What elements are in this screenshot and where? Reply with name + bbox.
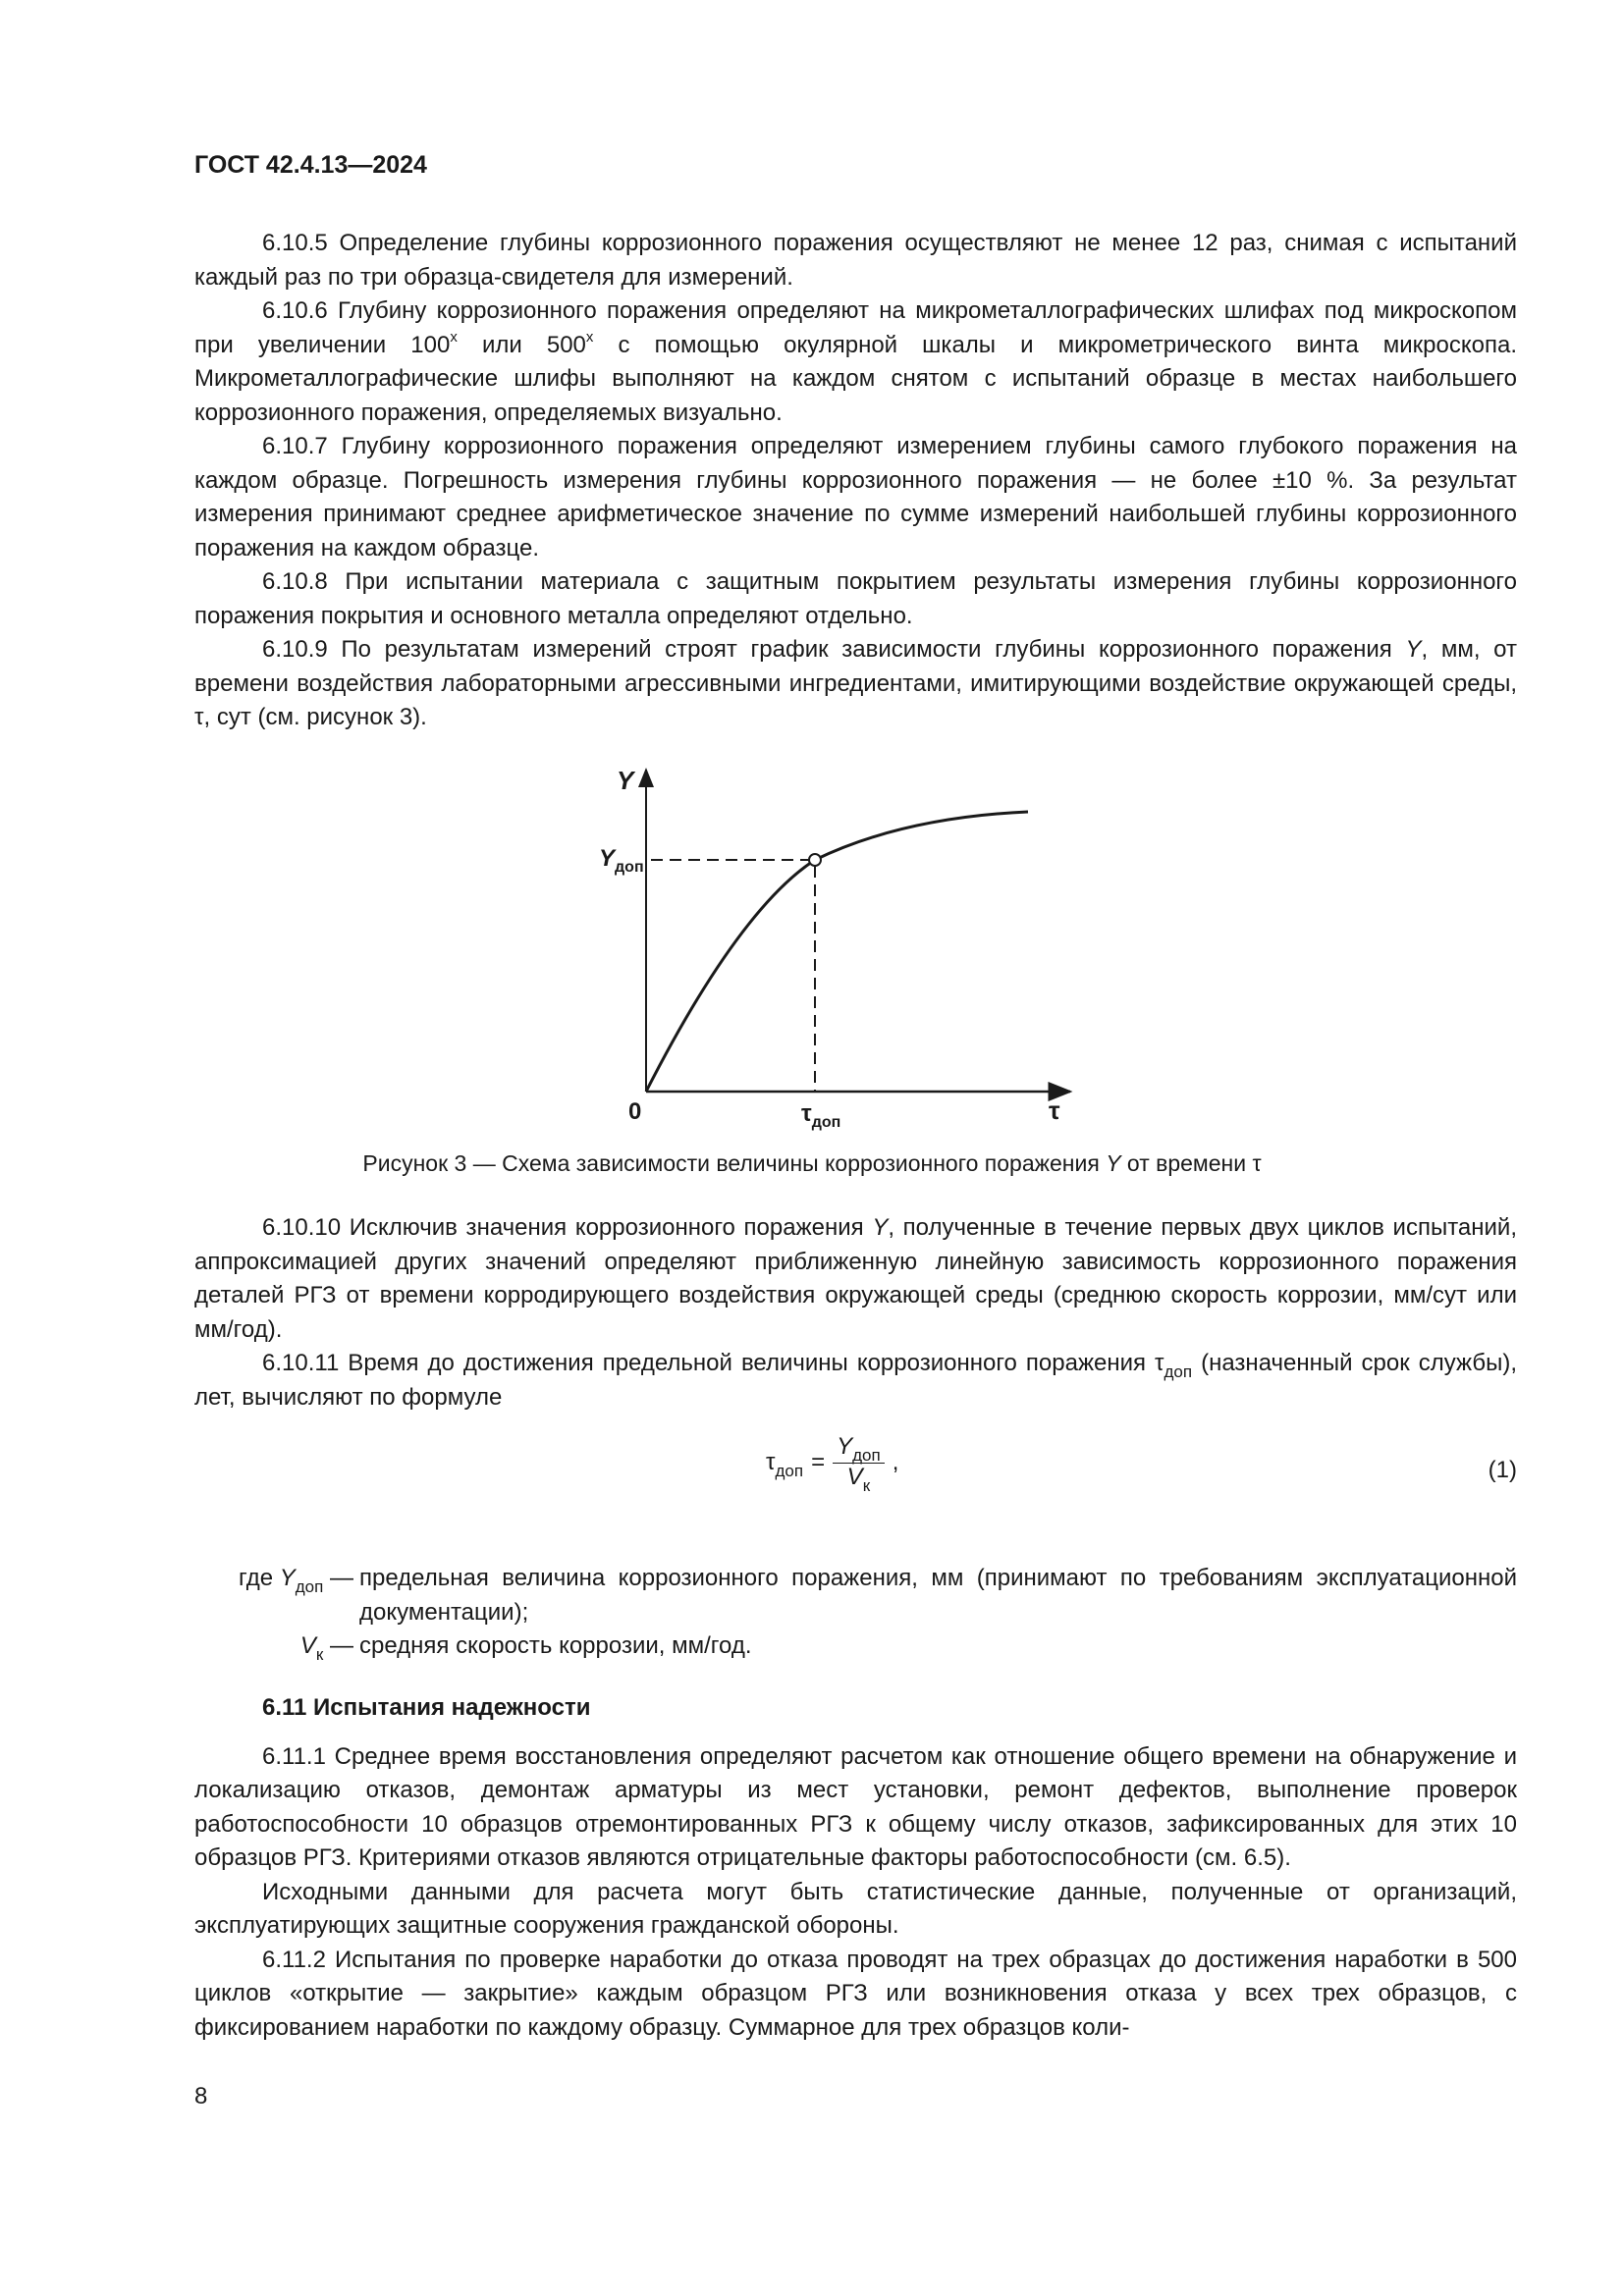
text: 6.10.10 Исключив значения коррозионного поражения [262, 1214, 873, 1241]
document-header: ГОСТ 42.4.13—2024 [194, 151, 427, 179]
superscript: x [450, 328, 458, 346]
paragraph-6-10-11 [194, 1347, 1517, 1415]
text: 6.10.9 По результатам измерений строят график зависимости глубины коррозионного поражения [262, 636, 1406, 663]
limit-point [809, 854, 821, 866]
paragraph-6-10-8: 6.10.8 При испытании материала с защитным покрытием результаты измерения глубины коррозионного поражения покрытия и основного металла определяют отдельно. [194, 568, 1517, 629]
symbol-y: Y [1405, 636, 1422, 663]
paragraph-6-10-10 [194, 1211, 1517, 1347]
subscript: доп [1164, 1362, 1193, 1381]
text: Рисунок 3 — Схема зависимости величины коррозионного поражения [362, 1150, 1107, 1176]
text: , полученные в течение первых двух циклов испытаний, аппроксимацией других значений определяют приближенную линейную зависимость коррозионного поражения деталей РГЗ от времени корродирующего воздействия окружающей среды (среднюю скорость коррозии, мм/сут или мм/год). [194, 1214, 1517, 1343]
section-6-10-top [194, 227, 1517, 735]
denominator: $V_к$ [846, 1464, 871, 1495]
text: 6.10.11 Время до достижения предельной величины коррозионного поражения τ [262, 1350, 1164, 1376]
paragraph-6-10-6 [194, 294, 1517, 430]
text: 6.10.6 Глубину коррозионного поражения определяют на микрометаллографических шлифах под микроскопом при увеличении 100 [194, 297, 1517, 358]
corrosion-curve [646, 812, 1028, 1092]
origin-label: 0 [628, 1098, 642, 1125]
legend-item: $V_к$ — средняя скорость коррозии, мм/год. [299, 1632, 752, 1664]
text: (назначенный срок службы), лет, вычисляют по формуле [194, 1350, 1517, 1411]
formula-1 [766, 1433, 899, 1495]
legend-item: где $Y_{доп}$ — предельная величина коррозионного поражения, мм (принимают по требованиям эксплуатационной документации); [239, 1565, 1517, 1626]
x-axis-label: τ [1049, 1095, 1060, 1125]
paragraph-6-11-1: 6.11.1 Среднее время восстановления определяют расчетом как отношение общего времени на обнаружение и локализацию отказов, демонтаж арматуры из мест установки, ремонт дефектов, выполнение проверок работоспособности 10 образцов отремонтированных РГЗ к общему числу отказов, зафиксированных для этих 10 образцов РГЗ. Критериями отказов являются отрицательные факторы работоспособности (см. 6.5). [194, 1742, 1517, 1871]
formula-lhs: $\tau_{доп}$ [766, 1448, 804, 1480]
y-limit-label: $Y_{доп}$ [599, 845, 644, 876]
equation-number: (1) [1488, 1457, 1517, 1483]
paragraph-source-data: Исходными данными для расчета могут быть статистические данные, полученные от организаций, эксплуатирующих защитные сооружения гражданской обороны. [194, 1878, 1517, 1939]
paragraph-6-10-9 [194, 633, 1517, 735]
section-heading: 6.11 Испытания надежности [262, 1694, 591, 1721]
figure-3-diagram [589, 756, 1139, 1188]
paragraph-6-11-2: 6.11.2 Испытания по проверке наработки до отказа проводят на трех образцах до достижения наработки в 500 циклов «открытие — закрытие» каждым образцом РГЗ или возникновения отказа у всех трех образцов, с фиксированием наработки по каждому образцу. Суммарное для трех образцов коли- [194, 1946, 1517, 2041]
page-number: 8 [194, 2083, 208, 2109]
section-6-11 [194, 1691, 1517, 2045]
symbol-y: Y [872, 1214, 889, 1241]
formula-legend [194, 1562, 1517, 1664]
tau-limit-label: $\tau_{доп}$ [801, 1100, 841, 1131]
superscript: x [585, 328, 594, 346]
equals-sign: = [811, 1448, 826, 1475]
y-axis-label: Y [617, 766, 634, 795]
fraction [833, 1433, 885, 1495]
text: , мм, от времени воздействия лабораторными агрессивными ингредиентами, имитирующими воздействие окружающей среды, τ, сут (см. рисунок 3). [194, 636, 1517, 730]
numerator: $Y_{доп}$ [833, 1433, 885, 1464]
paragraph-6-10-7: 6.10.7 Глубину коррозионного поражения определяют измерением глубины самого глубокого поражения на каждом образце. Погрешность измерения глубины коррозионного поражения — не более ±10 %. За результат измерения принимают среднее арифметическое значение по сумме измерений наибольшей глубины коррозионного поражения на каждом образце. [194, 433, 1517, 561]
comma: , [892, 1448, 899, 1475]
text: или 500 [457, 331, 586, 358]
text: с помощью окулярной шкалы и микрометрического винта микроскопа. Микрометаллографические шлифы выполняют на каждом снятом с испытаний образце в местах наибольшего коррозионного поражения, определяемых визуально. [194, 331, 1517, 426]
section-6-10-mid [194, 1211, 1517, 1415]
text: от времени τ [1120, 1150, 1262, 1176]
figure-caption [0, 1150, 1624, 1177]
paragraph-6-10-5: 6.10.5 Определение глубины коррозионного поражения осуществляют не менее 12 раз, снимая с испытаний каждый раз по три образца-свидетеля для измерений. [194, 230, 1517, 291]
symbol-y: Y [1106, 1150, 1121, 1176]
